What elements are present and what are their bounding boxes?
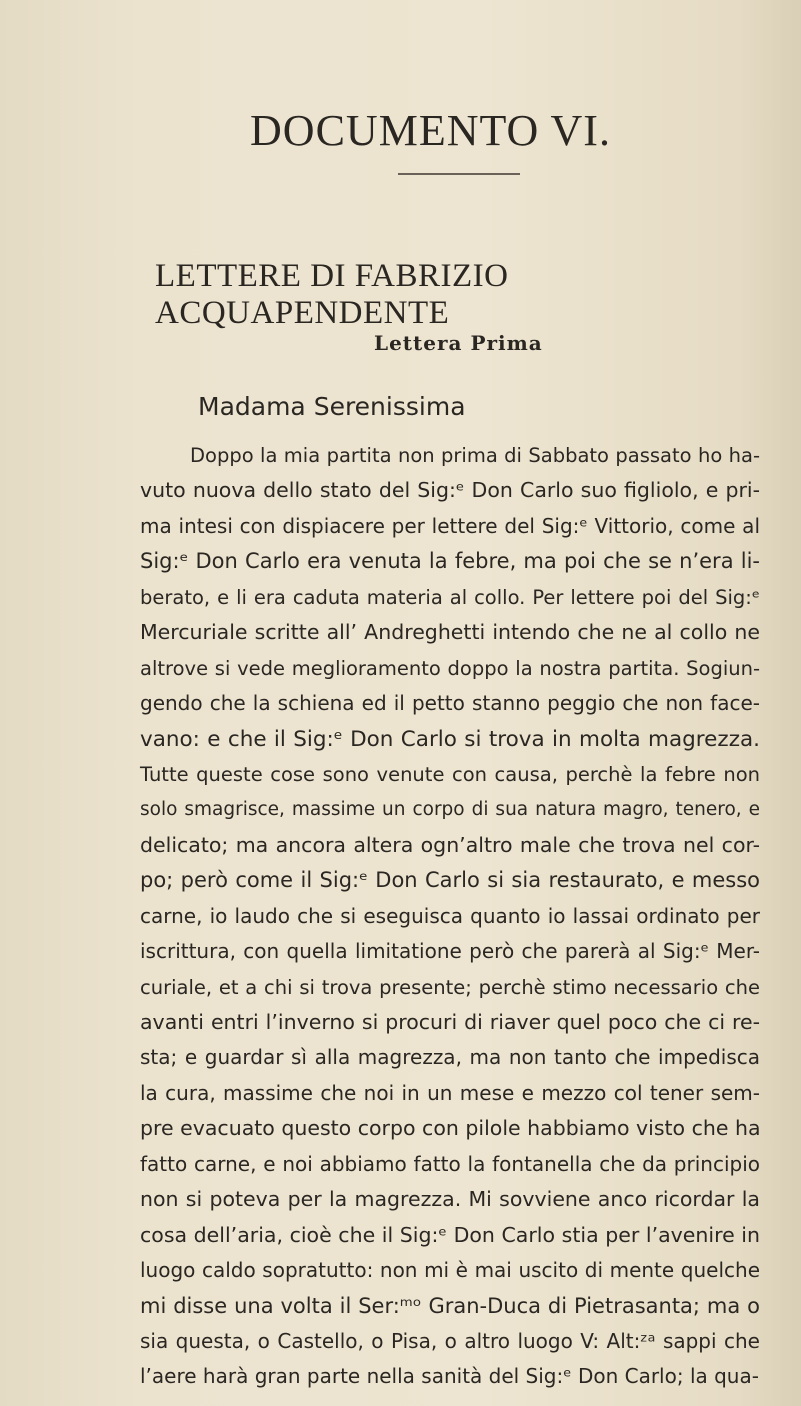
body-line: berato, e li era caduta materia al collo. Per lettere poi del Sig:ᵉ [140,585,760,609]
body-line: luogo caldo sopratutto: non mi è mai uscito di mente quelche [140,1258,760,1283]
body-line: l’aere harà gran parte nella sanità del Sig:ᵉ Don Carlo; la qua- [140,1364,759,1389]
body-line: iscrittura, con quella limitatione però che parerà al Sig:ᵉ Mer- [140,939,760,964]
body-line: Doppo la mia partita non prima di Sabbato passato ho ha- [190,444,760,467]
body-line: gendo che la schiena ed il petto stanno peggio che non face- [140,691,760,716]
body-line: pre evacuato questo corpo con pilole habbiamo visto che ha [140,1116,761,1141]
body-line: ma intesi con dispiacere per lettere del Sig:ᵉ Vittorio, come al [140,513,760,538]
body-line: Sig:ᵉ Don Carlo era venuta la febre, ma poi che se n’era li- [140,549,760,574]
body-line: altrove si vede meglioramento doppo la nostra partita. Sogiun- [140,656,760,680]
salutation: Madama Serenissima [198,392,466,421]
body-line: fatto carne, e noi abbiamo fatto la fontanella che da principio [140,1151,760,1176]
letter-heading: Lettera Prima [374,331,543,355]
body-line: mi disse una volta il Ser:ᵐᵒ Gran-Duca di Pietrasanta; ma o [140,1293,760,1318]
letter-body [140,438,760,1395]
body-line: solo smagrisce, massime un corpo di sua natura magro, tenero, e [140,799,760,821]
document-title: DOCUMENTO VI. [250,106,611,155]
body-line: vano: e che il Sig:ᵉ Don Carlo si trova in molta magrezza. [140,726,760,752]
body-line: cosa dell’aria, cioè che il Sig:ᵉ Don Carlo stia per l’avenire in [140,1222,760,1247]
body-line: avanti entri l’inverno si procuri di riaver quel poco che ci re- [140,1010,760,1034]
body-line: Tutte queste cose sono venute con causa, perchè la febre non [140,762,760,786]
body-line: delicato; ma ancora altera ogn’altro male che trova nel cor- [140,832,760,857]
document-subtitle: LETTERE DI FABRIZIO ACQUAPENDENTE [155,258,509,331]
body-line: vuto nuova dello stato del Sig:ᵉ Don Carlo suo figliolo, e pri- [140,478,760,503]
body-line: Mercuriale scritte all’ Andreghetti intendo che ne al collo ne [140,620,760,645]
body-line: non si poteva per la magrezza. Mi sovviene anco ricordar la [140,1187,760,1212]
body-line: po; però come il Sig:ᵉ Don Carlo si sia restaurato, e messo [140,868,760,893]
title-rule [398,173,520,175]
body-line: sia questa, o Castello, o Pisa, o altro luogo V: Alt:ᶻᵃ sappi che [140,1328,760,1353]
body-line: curiale, et a chi si trova presente; perchè stimo necessario che [140,975,760,999]
body-line: sta; e guardar sì alla magrezza, ma non tanto che impedisca [140,1045,760,1070]
body-line: la cura, massime che noi in un mese e mezzo col tener sem- [140,1080,760,1105]
body-line: carne, io laudo che si eseguisca quanto io lassai ordinato per [140,903,760,928]
